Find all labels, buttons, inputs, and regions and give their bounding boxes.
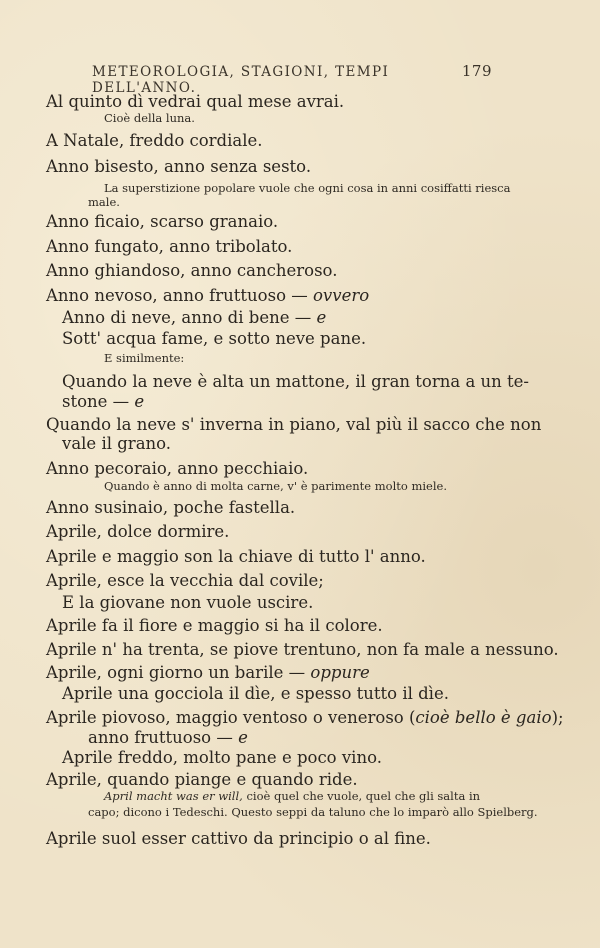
- italic-conjunction: ovvero: [313, 286, 370, 305]
- italic-conjunction: e: [316, 308, 327, 327]
- proverb-text: stone —: [62, 392, 130, 411]
- proverb-line: Anno ghiandoso, anno cancheroso.: [46, 261, 338, 280]
- proverb-line: Aprile, dolce dormire.: [46, 522, 230, 541]
- page-number: 179: [461, 62, 492, 80]
- commentary-note: [104, 788, 480, 805]
- proverb-line: Quando la neve è alta un mattone, il gran torna a un te-: [62, 372, 530, 391]
- proverb-line: vale il grano.: [62, 434, 172, 453]
- proverb-line: Sott' acqua fame, e sotto neve pane.: [62, 329, 367, 348]
- proverb-line: Aprile una gocciola il dìe, e spesso tutto il dìe.: [62, 684, 449, 703]
- proverb-text: Anno nevoso, anno fruttuoso —: [46, 286, 308, 305]
- proverb-line: Anno pecoraio, anno pecchiaio.: [46, 459, 309, 478]
- proverb-line: Aprile freddo, molto pane e poco vino.: [62, 748, 382, 767]
- italic-conjunction: e: [238, 728, 248, 747]
- proverb-line: Quando la neve s' inverna in piano, val più il sacco che non: [46, 415, 542, 434]
- proverb-line: Aprile e maggio son la chiave di tutto l' anno.: [46, 547, 426, 566]
- proverb-line: [46, 663, 370, 683]
- commentary-note: capo; dicono i Tedeschi. Questo seppi da taluno che lo imparò allo Spielberg.: [88, 805, 538, 819]
- proverb-line: Anno susinaio, poche fastella.: [46, 498, 296, 517]
- proverb-text: Anno di neve, anno di bene —: [62, 308, 312, 327]
- commentary-note: male.: [88, 195, 120, 209]
- proverb-line: Aprile, quando piange e quando ride.: [46, 770, 358, 789]
- proverb-line: Al quinto dì vedrai qual mese avrai.: [46, 92, 345, 111]
- italic-conjunction: oppure: [310, 663, 370, 682]
- proverb-text: anno fruttuoso —: [88, 728, 233, 747]
- proverb-line: [62, 308, 326, 328]
- german-quote: April macht was er will,: [104, 789, 243, 803]
- commentary-note: E similmente:: [104, 351, 185, 365]
- commentary-text: cioè quel che vuole, quel che gli salta in: [242, 789, 481, 803]
- proverb-line: [62, 392, 144, 412]
- proverb-line: Anno bisesto, anno senza sesto.: [46, 157, 312, 176]
- proverb-line: [46, 286, 369, 306]
- italic-gloss: cioè bello è gaio: [415, 708, 552, 727]
- proverb-line: Aprile, esce la vecchia dal covile;: [46, 571, 324, 590]
- proverb-line: Anno fungato, anno tribolato.: [46, 237, 293, 256]
- proverb-line: [46, 708, 564, 728]
- running-title: METEOROLOGIA, STAGIONI, TEMPI DELL'ANNO.: [92, 64, 390, 96]
- proverb-text: );: [551, 708, 564, 727]
- proverb-text: Aprile, ogni giorno un barile —: [46, 663, 306, 682]
- commentary-note: La superstizione popolare vuole che ogni cosa in anni cosiffatti riesca: [104, 181, 511, 195]
- proverb-line: Aprile fa il fiore e maggio si ha il colore.: [46, 616, 383, 635]
- proverb-line: [88, 728, 248, 748]
- commentary-note: Cioè della luna.: [104, 111, 195, 125]
- proverb-line: Aprile suol esser cattivo da principio o al fine.: [46, 829, 431, 848]
- proverb-line: E la giovane non vuole uscire.: [62, 593, 314, 612]
- proverb-line: Aprile n' ha trenta, se piove trentuno, non fa male a nessuno.: [46, 640, 559, 659]
- proverb-line: A Natale, freddo cordiale.: [46, 131, 263, 150]
- italic-conjunction: e: [134, 392, 145, 411]
- commentary-note: Quando è anno di molta carne, v' è parimente molto miele.: [104, 479, 448, 493]
- proverb-line: Anno ficaio, scarso granaio.: [46, 212, 279, 231]
- proverb-text: Aprile piovoso, maggio ventoso o veneroso (: [46, 708, 416, 727]
